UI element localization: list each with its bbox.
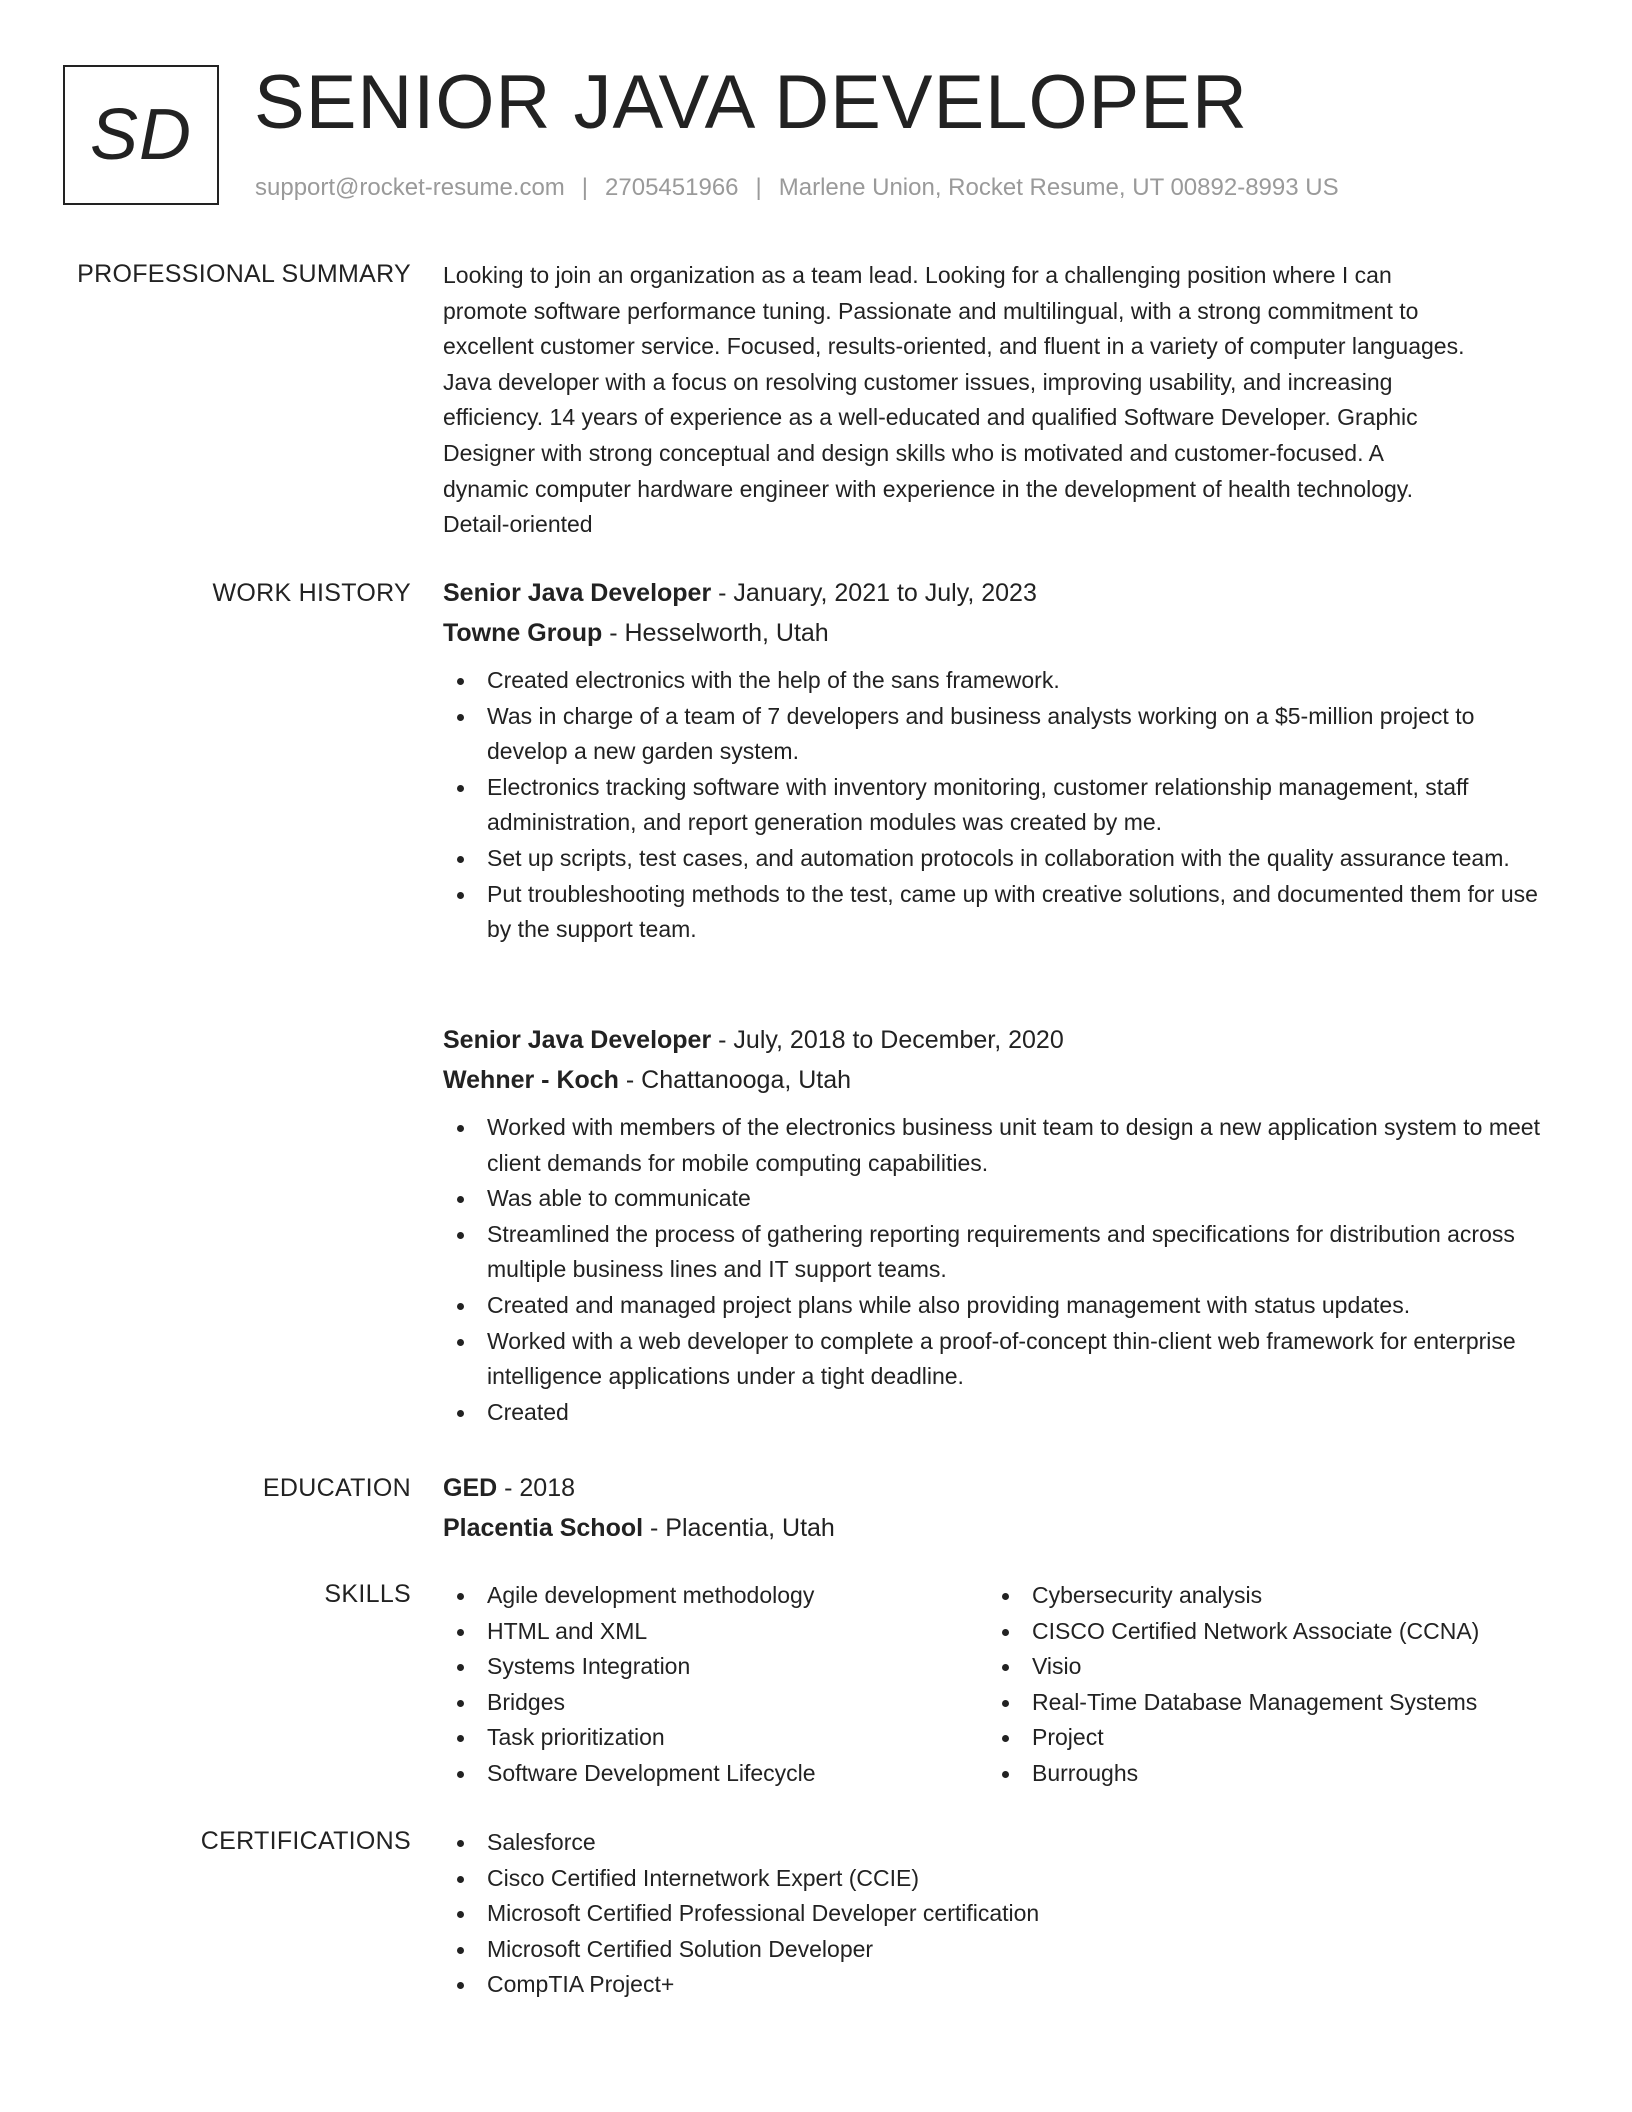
job-dates: - July, 2018 to December, 2020: [711, 1026, 1064, 1054]
contact-separator: |: [755, 174, 762, 201]
job-dates: - January, 2021 to July, 2023: [711, 579, 1037, 607]
initials-text: SD: [89, 95, 193, 175]
skills-list: [988, 1578, 1548, 1792]
skill-item: HTML and XML: [443, 1614, 963, 1650]
section-label-certifications: CERTIFICATIONS: [200, 1827, 411, 1855]
job-bullet: Put troubleshooting methods to the test, came up with creative solutions, and documented them for use by the support team.: [443, 877, 1553, 948]
skill-item: Software Development Lifecycle: [443, 1756, 963, 1792]
initials-monogram: [63, 65, 219, 205]
resume-title: SENIOR JAVA DEVELOPER: [254, 60, 1248, 145]
summary-line: Detail-oriented: [443, 511, 593, 538]
skill-item: CISCO Certified Network Associate (CCNA): [988, 1614, 1548, 1650]
summary-line: Designer with strong conceptual and design skills who is motivated and customer-focused. A: [443, 439, 1384, 466]
education-degree-line: [443, 1472, 1553, 1504]
education-location: - Placentia, Utah: [643, 1514, 835, 1542]
certification-item: Microsoft Certified Professional Developer certification: [443, 1896, 1553, 1932]
job-bullet: Was able to communicate: [443, 1181, 1553, 1217]
summary-line: promote software performance tuning. Passionate and multilingual, with a strong commitment to: [443, 297, 1419, 324]
certifications-body: [443, 1825, 1553, 2003]
job-title-line: [443, 1024, 1553, 1056]
job-bullet: Created electronics with the help of the sans framework.: [443, 663, 1553, 699]
job-bullet: Worked with members of the electronics business unit team to design a new application system to meet client demands for mobile computing capabilities.: [443, 1110, 1553, 1181]
job-title: Senior Java Developer: [443, 579, 712, 607]
job-entry: [443, 1024, 1553, 1430]
job-company: Towne Group: [443, 619, 603, 647]
section-label-summary: PROFESSIONAL SUMMARY: [77, 260, 411, 288]
job-location: - Chattanooga, Utah: [618, 1066, 852, 1094]
job-bullets: [443, 1110, 1553, 1430]
job-bullet: Created and managed project plans while also providing management with status updates.: [443, 1288, 1553, 1324]
contact-address: Marlene Union, Rocket Resume, UT 00892-8993 US: [778, 174, 1339, 201]
job-company-line: [443, 617, 1553, 649]
certification-item: Salesforce: [443, 1825, 1553, 1861]
job-entry: [443, 577, 1553, 948]
education-body: [443, 1472, 1553, 1544]
summary-line: efficiency. 14 years of experience as a well-educated and qualified Software Developer. Graphic: [443, 404, 1418, 431]
skill-item: Agile development methodology: [443, 1578, 963, 1614]
skill-item: Project: [988, 1720, 1548, 1756]
job-bullet: Worked with a web developer to complete a proof-of-concept thin-client web framework for enterprise intelligence applications under a tight deadline.: [443, 1324, 1553, 1395]
summary-line: Java developer with a focus on resolving customer issues, improving usability, and increasing: [443, 368, 1393, 395]
job-title: Senior Java Developer: [443, 1026, 712, 1054]
skill-item: Cybersecurity analysis: [988, 1578, 1548, 1614]
summary-line: excellent customer service. Focused, results-oriented, and fluent in a variety of computer languages.: [443, 333, 1465, 360]
section-label-education: EDUCATION: [262, 1474, 411, 1502]
skills-column-right: [988, 1578, 1548, 1792]
summary-line: dynamic computer hardware engineer with experience in the development of health technology.: [443, 475, 1413, 502]
education-school: Placentia School: [443, 1514, 644, 1542]
certification-item: CompTIA Project+: [443, 1967, 1553, 2003]
summary-line: Looking to join an organization as a team lead. Looking for a challenging position where I can: [443, 262, 1392, 288]
education-year: - 2018: [497, 1474, 576, 1502]
contact-email: support@rocket-resume.com: [255, 174, 565, 201]
skill-item: Real-Time Database Management Systems: [988, 1685, 1548, 1721]
certification-item: Cisco Certified Internetwork Expert (CCIE): [443, 1861, 1553, 1897]
skill-item: Visio: [988, 1649, 1548, 1685]
contact-line: [255, 172, 1339, 204]
job-bullet: Electronics tracking software with inventory monitoring, customer relationship management, staff administration, and report generation modules was created by me.: [443, 770, 1553, 841]
skill-item: Systems Integration: [443, 1649, 963, 1685]
section-label-skills: SKILLS: [324, 1580, 411, 1608]
summary-text: [443, 258, 1553, 543]
job-location: - Hesselworth, Utah: [602, 619, 829, 647]
work-history-body: [443, 577, 1553, 1425]
job-bullet: Created: [443, 1395, 1553, 1431]
certifications-list: [443, 1825, 1553, 2003]
education-school-line: [443, 1512, 1553, 1544]
job-bullet: Streamlined the process of gathering reporting requirements and specifications for distribution across multiple business lines and IT support teams.: [443, 1217, 1553, 1288]
certification-item: Microsoft Certified Solution Developer: [443, 1932, 1553, 1968]
job-bullets: [443, 663, 1553, 948]
job-company-line: [443, 1064, 1553, 1096]
section-label-work-history: WORK HISTORY: [212, 579, 411, 607]
contact-separator: |: [581, 174, 589, 201]
skills-list: [443, 1578, 963, 1792]
contact-phone: 2705451966: [605, 174, 739, 201]
job-bullet: Was in charge of a team of 7 developers and business analysts working on a $5-million project to develop a new garden system.: [443, 699, 1553, 770]
job-title-line: [443, 577, 1553, 609]
job-bullet: Set up scripts, test cases, and automation protocols in collaboration with the quality assurance team.: [443, 841, 1553, 877]
skill-item: Burroughs: [988, 1756, 1548, 1792]
summary-body: [443, 258, 1553, 543]
education-degree: GED: [443, 1474, 498, 1502]
skill-item: Task prioritization: [443, 1720, 963, 1756]
skill-item: Bridges: [443, 1685, 963, 1721]
job-company: Wehner - Koch: [443, 1066, 619, 1094]
skills-column-left: [443, 1578, 963, 1792]
